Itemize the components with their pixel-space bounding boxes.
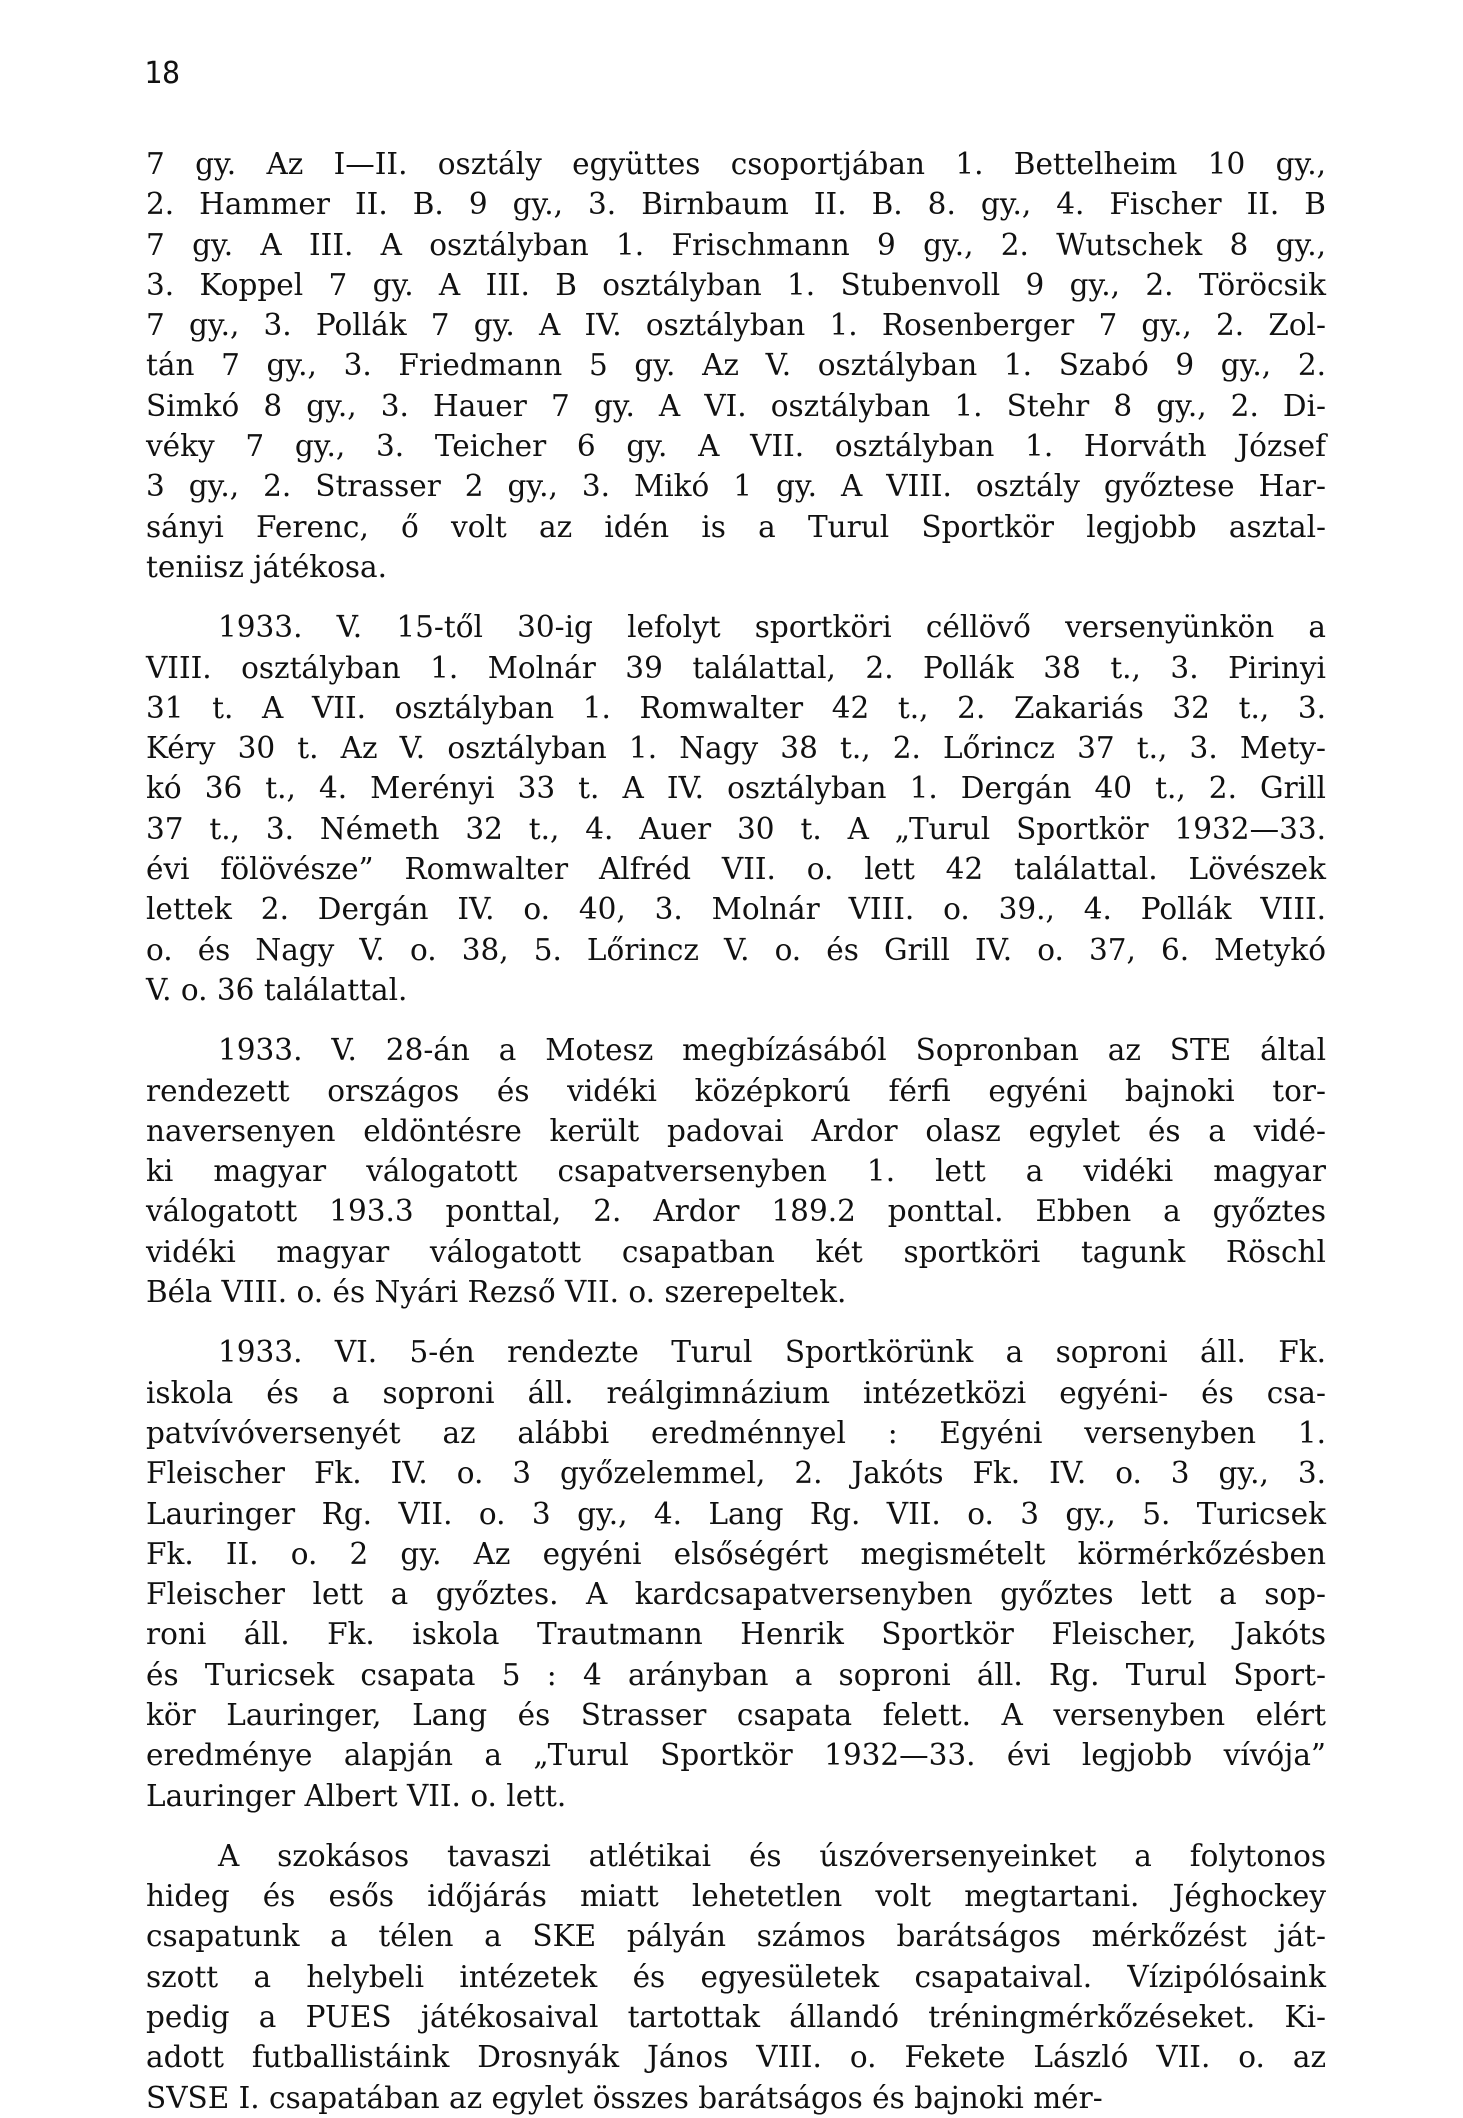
text-line: Simkó 8 gy., 3. Hauer 7 gy. A VI. osztályban 1. Stehr 8 gy., 2. Di-: [146, 388, 1326, 423]
text-line: 1933. VI. 5-én rendezte Turul Sportkörünk a soproni áll. Fk.: [218, 1335, 1326, 1370]
text-line: Lauringer Albert VII. o. lett.: [146, 1778, 567, 1813]
text-line: naversenyen eldöntésre került padovai Ardor olasz egylet és a vidé-: [146, 1113, 1326, 1148]
text-line: 7 gy. Az I—II. osztály együttes csoportjában 1. Bettelheim 10 gy.,: [146, 147, 1326, 181]
text-line: Lauringer Rg. VII. o. 3 gy., 4. Lang Rg. VII. o. 3 gy., 5. Turicsek: [146, 1496, 1326, 1531]
text-line: 2. Hammer II. B. 9 gy., 3. Birnbaum II. B. 8. gy., 4. Fischer II. B: [146, 187, 1326, 222]
page-number: 18: [144, 56, 181, 91]
text-line: lettek 2. Dergán IV. o. 40, 3. Molnár VIII. o. 39., 4. Pollák VIII.: [146, 892, 1326, 927]
text-line: kó 36 t., 4. Merényi 33 t. A IV. osztályban 1. Dergán 40 t., 2. Grill: [146, 771, 1326, 806]
paragraph-gap: [146, 1816, 1326, 1836]
paragraph: [146, 1332, 1326, 1816]
text-line: V. o. 36 találattal.: [146, 972, 408, 1007]
text-line: roni áll. Fk. iskola Trautmann Henrik Sportkör Fleischer, Jakóts: [146, 1617, 1326, 1652]
text-line: 31 t. A VII. osztályban 1. Romwalter 42 t., 2. Zakariás 32 t., 3.: [146, 690, 1326, 725]
body-text: [146, 144, 1326, 2118]
text-line: 37 t., 3. Németh 32 t., 4. Auer 30 t. A „Turul Sportkör 1932—33.: [146, 811, 1326, 846]
text-line: szott a helybeli intézetek és egyesületek csapataival. Vízipólósaink: [146, 1959, 1326, 1994]
text-line: teniisz játékosa.: [146, 549, 388, 584]
text-line: sányi Ferenc, ő volt az idén is a Turul Sportkör legjobb asztal-: [146, 509, 1326, 544]
text-line: évi fölövésze” Romwalter Alfréd VII. o. lett 42 találattal. Lövészek: [146, 852, 1326, 887]
text-line: válogatott 193.3 ponttal, 2. Ardor 189.2 ponttal. Ebben a győztes: [146, 1194, 1326, 1229]
text-line: véky 7 gy., 3. Teicher 6 gy. A VII. osztályban 1. Horváth József: [146, 429, 1326, 464]
text-line: iskola és a soproni áll. reálgimnázium intézetközi egyéni- és csa-: [146, 1375, 1326, 1410]
paragraph: [146, 1030, 1326, 1312]
text-line: 3 gy., 2. Strasser 2 gy., 3. Mikó 1 gy. A VIII. osztály győztese Har-: [146, 469, 1326, 504]
paragraph: [146, 144, 1326, 587]
text-line: Kéry 30 t. Az V. osztályban 1. Nagy 38 t., 2. Lőrincz 37 t., 3. Mety-: [146, 731, 1326, 766]
text-line: kör Lauringer, Lang és Strasser csapata felett. A versenyben elért: [146, 1697, 1326, 1732]
text-line: és Turicsek csapata 5 : 4 arányban a soproni áll. Rg. Turul Sport-: [146, 1657, 1326, 1692]
text-line: A szokásos tavaszi atlétikai és úszóversenyeinket a folytonos: [218, 1838, 1326, 1873]
text-line: patvívóversenyét az alábbi eredménnyel : Egyéni versenyben 1.: [146, 1415, 1326, 1450]
text-line: Fleischer Fk. IV. o. 3 győzelemmel, 2. Jakóts Fk. IV. o. 3 gy., 3.: [146, 1456, 1326, 1491]
text-line: tán 7 gy., 3. Friedmann 5 gy. Az V. osztályban 1. Szabó 9 gy., 2.: [146, 348, 1326, 383]
text-line: SVSE I. csapatában az egylet összes barátságos és bajnoki mér-: [146, 2080, 1103, 2115]
text-line: Béla VIII. o. és Nyári Rezső VII. o. szerepeltek.: [146, 1275, 847, 1310]
text-line: rendezett országos és vidéki középkorú férfi egyéni bajnoki tor-: [146, 1073, 1326, 1108]
text-line: eredménye alapján a „Turul Sportkör 1932—33. évi legjobb vívója”: [146, 1738, 1326, 1773]
paragraph: [146, 607, 1326, 1010]
text-line: o. és Nagy V. o. 38, 5. Lőrincz V. o. és Grill IV. o. 37, 6. Metykó: [146, 932, 1326, 967]
text-line: 1933. V. 28-án a Motesz megbízásából Sopronban az STE által: [218, 1033, 1326, 1068]
text-line: 3. Koppel 7 gy. A III. B osztályban 1. Stubenvoll 9 gy., 2. Töröcsik: [146, 267, 1326, 302]
text-line: 1933. V. 15-től 30-ig lefolyt sportköri céllövő versenyünkön a: [218, 610, 1326, 645]
text-line: adott futballistáink Drosnyák János VIII. o. Fekete László VII. o. az: [146, 2040, 1326, 2075]
paragraph-gap: [146, 1312, 1326, 1332]
text-line: 7 gy., 3. Pollák 7 gy. A IV. osztályban 1. Rosenberger 7 gy., 2. Zol-: [146, 308, 1326, 343]
text-line: ki magyar válogatott csapatversenyben 1. lett a vidéki magyar: [146, 1154, 1326, 1189]
text-line: 7 gy. A III. A osztályban 1. Frischmann 9 gy., 2. Wutschek 8 gy.,: [146, 227, 1326, 262]
text-line: Fleischer lett a győztes. A kardcsapatversenyben győztes lett a sop-: [146, 1577, 1326, 1612]
text-line: pedig a PUES játékosaival tartottak állandó tréningmérkőzéseket. Ki-: [146, 2000, 1326, 2035]
text-line: csapatunk a télen a SKE pályán számos barátságos mérkőzést ját-: [146, 1919, 1326, 1954]
text-line: VIII. osztályban 1. Molnár 39 találattal, 2. Pollák 38 t., 3. Pirinyi: [146, 650, 1326, 685]
paragraph: [146, 1836, 1326, 2118]
text-line: hideg és esős időjárás miatt lehetetlen volt megtartani. Jéghockey: [146, 1879, 1326, 1914]
text-line: vidéki magyar válogatott csapatban két sportköri tagunk Röschl: [146, 1234, 1326, 1269]
paragraph-gap: [146, 1010, 1326, 1030]
text-line: Fk. II. o. 2 gy. Az egyéni elsőségért megismételt körmérkőzésben: [146, 1536, 1326, 1571]
paragraph-gap: [146, 587, 1326, 607]
